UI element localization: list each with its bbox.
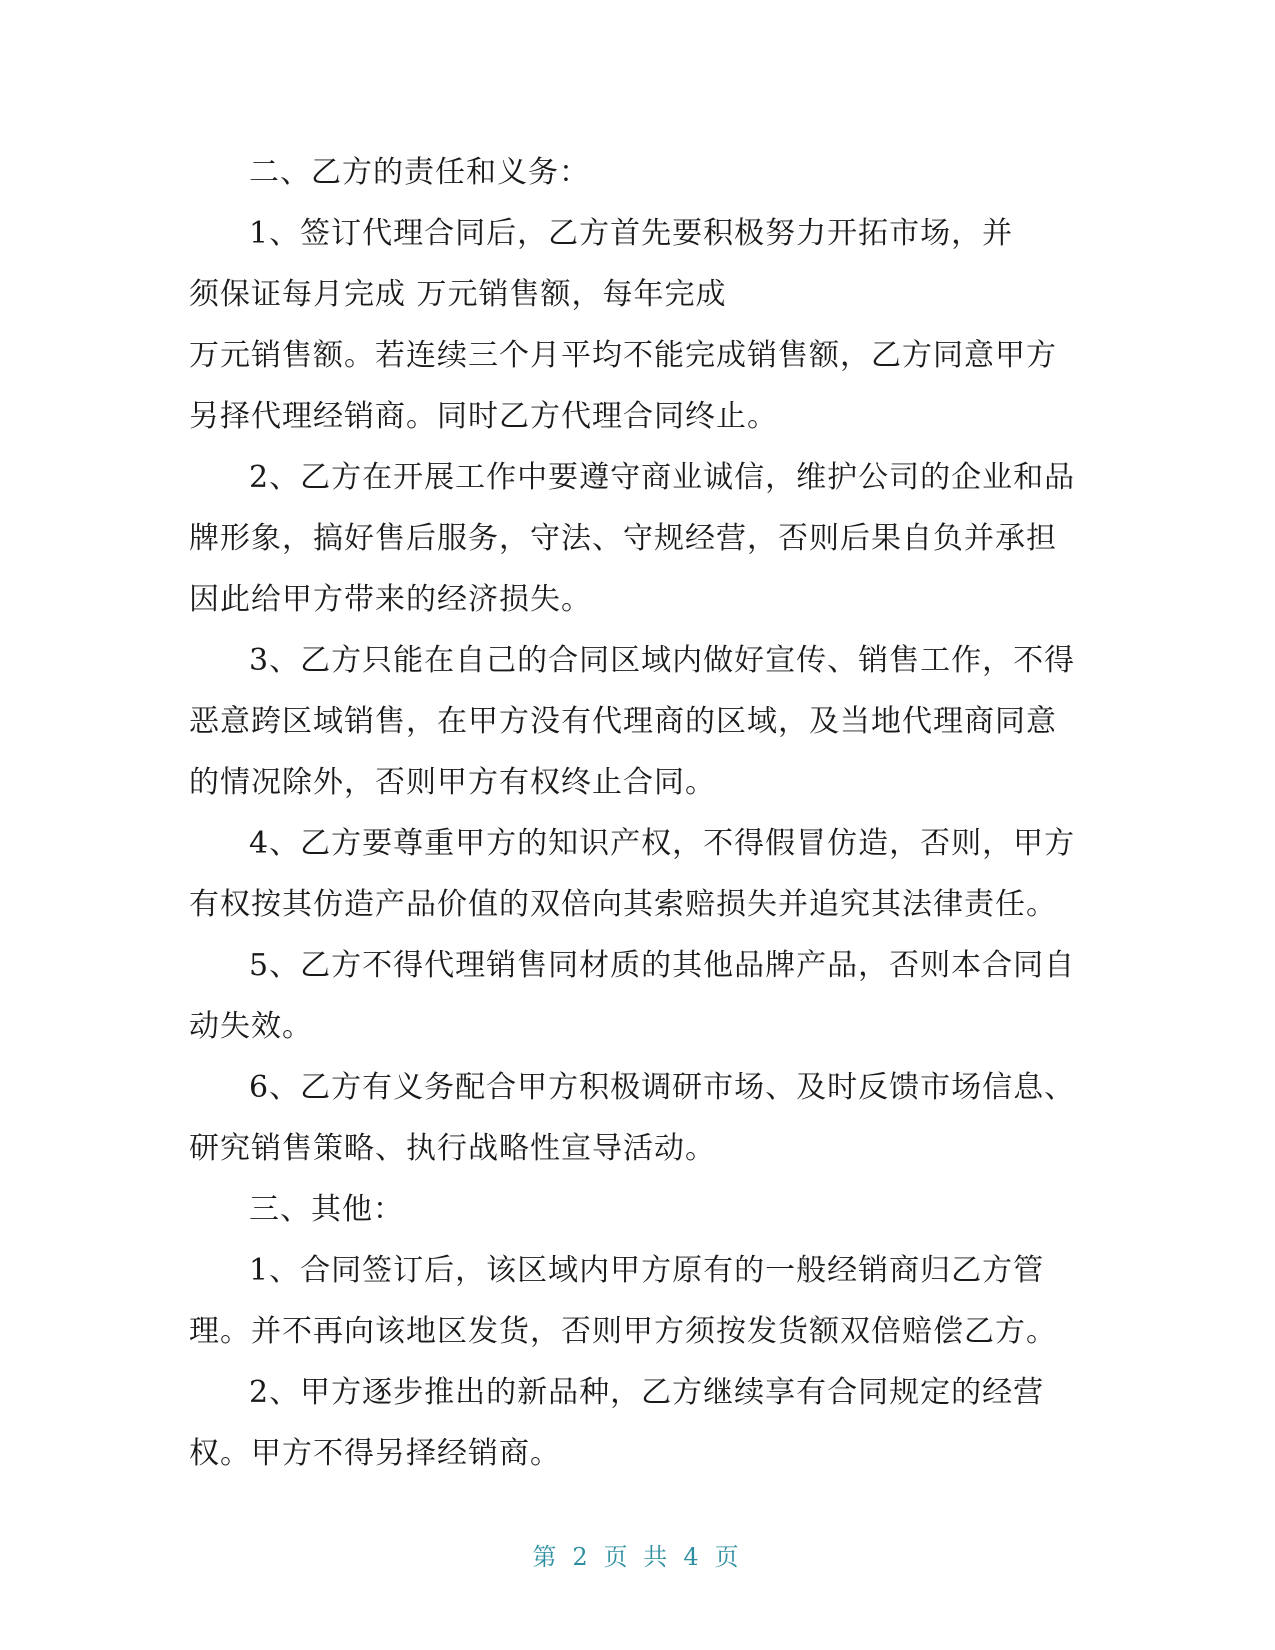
footer-prefix: 第 <box>532 1543 561 1571</box>
clause-1-part-a: 1、签订代理合同后，乙方首先要积极努力开拓市场，并须保证每月完成 万元销售额，每年完成 <box>189 216 1014 312</box>
footer-suffix: 页 <box>714 1543 743 1571</box>
other-clause-1: 1、合同签订后，该区域内甲方原有的一般经销商归乙方管理。并不再向该地区发货，否则甲方须按发货额双倍赔偿乙方。 <box>189 1253 1057 1349</box>
section-two-heading: 二、乙方的责任和义务： <box>249 155 590 190</box>
footer-middle: 页 共 <box>603 1543 672 1571</box>
page-footer <box>0 1537 1275 1572</box>
clause-6: 6、乙方有义务配合甲方积极调研市场、及时反馈市场信息、研究销售策略、执行战略性宣导活动。 <box>189 1070 1076 1166</box>
footer-total-pages: 4 <box>683 1543 703 1571</box>
section-three-heading: 三、其他： <box>249 1192 404 1227</box>
document-body <box>189 142 1079 1484</box>
clause-2: 2、乙方在开展工作中要遵守商业诚信，维护公司的企业和品牌形象，搞好售后服务，守法、守规经营，否则后果自负并承担因此给甲方带来的经济损失。 <box>189 460 1076 617</box>
footer-current-page: 2 <box>572 1543 592 1571</box>
other-clause-2: 2、甲方逐步推出的新品种，乙方继续享有合同规定的经营权。甲方不得另择经销商。 <box>189 1375 1045 1471</box>
clause-4: 4、乙方要尊重甲方的知识产权，不得假冒仿造，否则，甲方有权按其仿造产品价值的双倍向其索赔损失并追究其法律责任。 <box>189 826 1076 922</box>
clause-3: 3、乙方只能在自己的合同区域内做好宣传、销售工作，不得恶意跨区域销售，在甲方没有代理商的区域，及当地代理商同意的情况除外，否则甲方有权终止合同。 <box>189 643 1076 800</box>
clause-5: 5、乙方不得代理销售同材质的其他品牌产品，否则本合同自动失效。 <box>189 948 1076 1044</box>
clause-1-part-b: 万元销售额。若连续三个月平均不能完成销售额，乙方同意甲方另择代理经销商。同时乙方代理合同终止。 <box>189 338 1057 434</box>
